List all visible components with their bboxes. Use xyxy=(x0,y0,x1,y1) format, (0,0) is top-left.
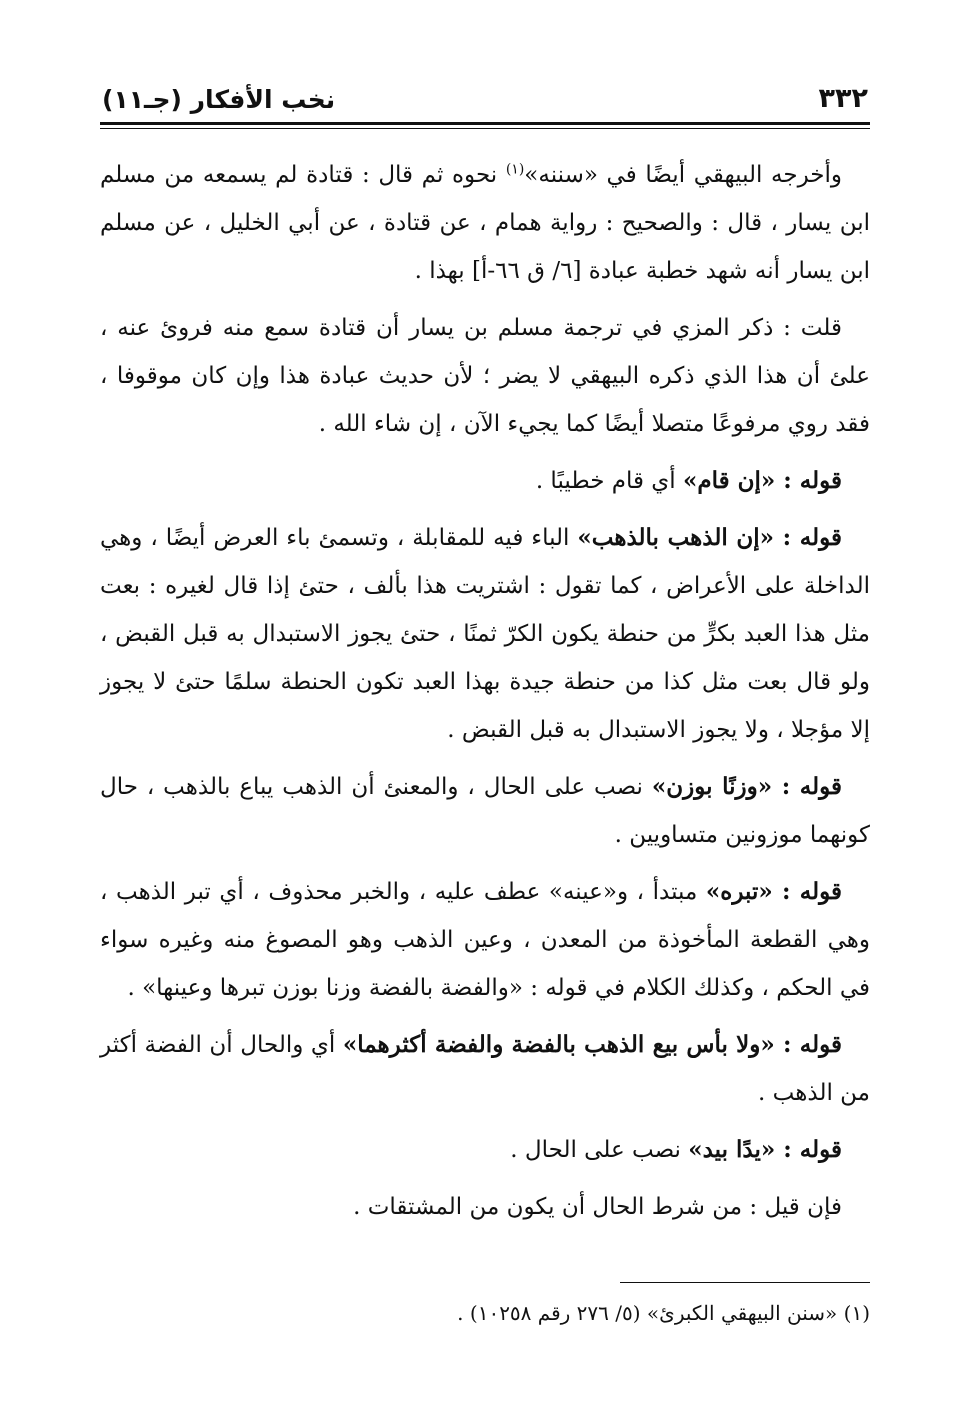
running-header xyxy=(100,70,870,120)
footnote: (١) «سنن البيهقي الكبرئ» (٥/ ٢٧٦ رقم ١٠٢٥٨) . xyxy=(457,1301,870,1325)
paragraph-text: أي والحال أن الفضة أكثر من الذهب . xyxy=(100,1032,870,1106)
paragraph-text: نحوه ثم قال : قتادة لم يسمعه من مسلم ابن يسار ، قال : والصحيح : رواية همام ، عن قتادة ، عن أبي الخليل ، عن مسلم ابن يسار أنه شهد خطبة عبادة [٦/ ق ٦٦-أ] بهذا . xyxy=(100,162,870,284)
paragraph-p3 xyxy=(100,457,870,505)
paragraph-p1 xyxy=(100,151,870,295)
header-rule-thick xyxy=(100,122,870,125)
quoted-keyword: قوله : «ولا بأس بيع الذهب بالفضة والفضة أكثرهما» xyxy=(342,1031,842,1058)
paragraph-text: أي قام خطيبًا . xyxy=(535,468,683,494)
paragraph-p2 xyxy=(100,304,870,448)
header-rule-thin xyxy=(100,128,870,129)
paragraph-text: نصب على الحال . xyxy=(510,1137,689,1163)
paragraph-text: مبتدأ ، و«عينه» عطف عليه ، والخبر محذوف ، أي تبر الذهب ، وهي القطعة المأخوذة من المعدن ، وعين الذهب وهو المصوغ منه وغيره سواء في الحكم ، وكذلك الكلام في قوله : «والفضة بالفضة وزنا بوزن تبرها وعينها» . xyxy=(100,879,870,1001)
quoted-keyword: قوله : «وزنًا بوزن» xyxy=(651,773,842,800)
paragraph-text: قلت : ذكر المزي في ترجمة مسلم بن يسار أن قتادة سمع منه فروئ عنه ، علئ أن هذا الذي ذكره البيهقي لا يضر ؛ لأن حديث عبادة هذا وإن كان موقوفا ، فقد روي مرفوعًا متصلا أيضًا كما يجيء الآن ، إن شاء الله . xyxy=(100,315,870,437)
paragraph-p7 xyxy=(100,1021,870,1117)
footnote-reference: (١) xyxy=(505,161,525,178)
paragraph-p9 xyxy=(100,1183,870,1231)
paragraph-p5 xyxy=(100,763,870,859)
quoted-keyword: قوله : «إن الذهب بالذهب» xyxy=(577,524,842,551)
main-text xyxy=(100,151,870,1231)
book-title: نخب الأفكار (جـ١١) xyxy=(102,85,336,114)
paragraph-text: الباء فيه للمقابلة ، وتسمئ باء العرض أيضًا ، وهي الداخلة على الأعراض ، كما تقول : اشتريت هذا بألف ، حتئ إذا قال لغيره : بعت مثل هذا العبد بكرٍّ من حنطة يكون الكرّ ثمنًا ، حتئ يجوز الاستبدال به قبل القبض ، ولو قال بعت مثل كذا من حنطة جيدة بهذا العبد تكون الحنطة سلمًا حتئ لا يجوز إلا مؤجلا ، ولا يجوز الاستبدال به قبل القبض . xyxy=(100,525,870,743)
paragraph-p6 xyxy=(100,868,870,1012)
quoted-keyword: قوله : «يدًا بيد» xyxy=(688,1136,842,1163)
paragraph-text: وأخرجه البيهقي أيضًا في «سننه» xyxy=(524,162,843,188)
footnote-separator xyxy=(620,1282,870,1283)
page-number: ٣٣٢ xyxy=(818,83,868,114)
paragraph-text: فإن قيل : من شرط الحال أن يكون من المشتقات . xyxy=(353,1194,842,1220)
paragraph-p4 xyxy=(100,514,870,754)
quoted-keyword: قوله : «إن قام» xyxy=(682,467,842,494)
paragraph-text: نصب على الحال ، والمعنئ أن الذهب يباع بالذهب ، حال كونهما موزونين متساويين . xyxy=(100,774,870,848)
quoted-keyword: قوله : «تبره» xyxy=(705,878,843,905)
paragraph-p8 xyxy=(100,1126,870,1174)
document-page xyxy=(100,70,870,1370)
